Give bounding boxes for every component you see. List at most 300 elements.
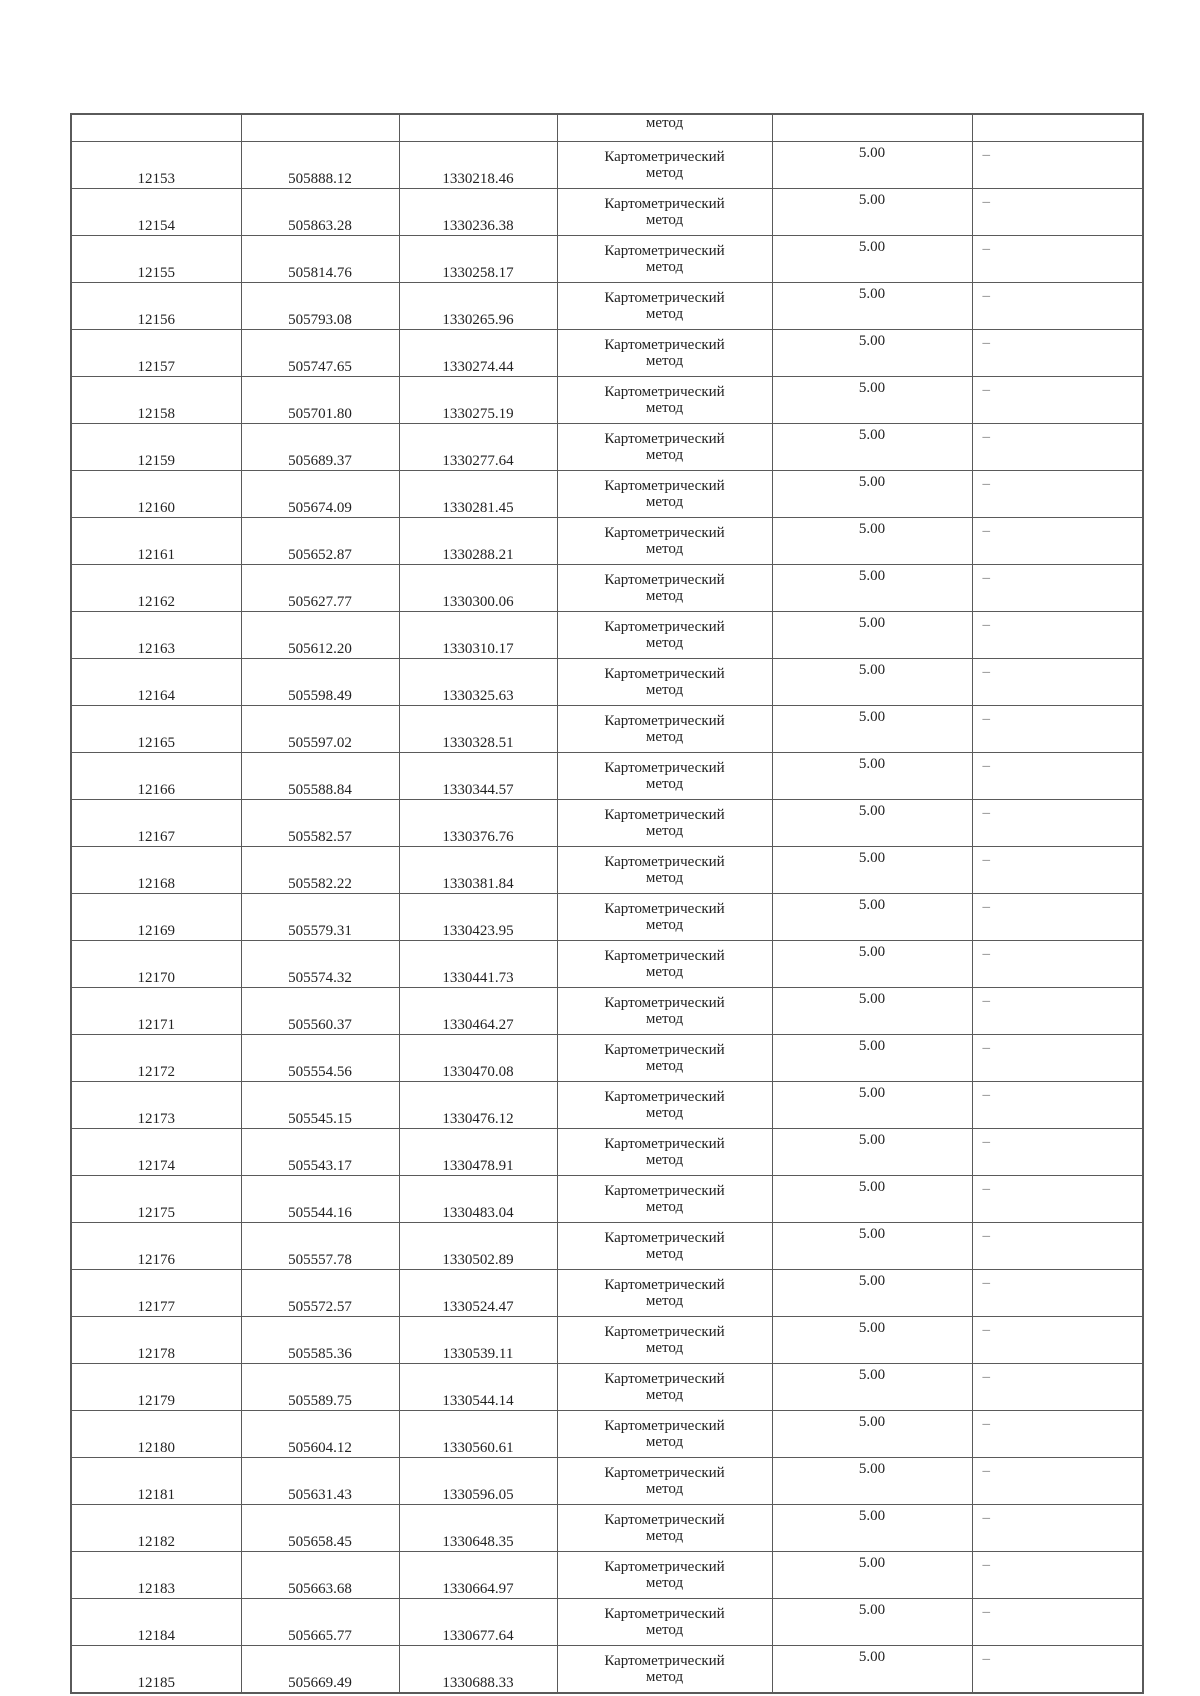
method-cell bbox=[557, 236, 772, 283]
table-row bbox=[71, 518, 1143, 565]
point-number-cell: 12155 bbox=[71, 236, 241, 283]
accuracy-cell: 5.00 bbox=[772, 753, 972, 800]
description-cell: – bbox=[972, 1505, 1143, 1552]
point-number-cell: 12163 bbox=[71, 612, 241, 659]
method-text-line2: метод bbox=[645, 1669, 684, 1685]
y-coordinate-cell: 1330288.21 bbox=[399, 518, 557, 565]
method-cell bbox=[557, 142, 772, 189]
method-text-line1: Картометрический bbox=[604, 1324, 725, 1340]
description-cell: – bbox=[972, 283, 1143, 330]
method-text-line1: Картометрический bbox=[604, 1653, 725, 1669]
table-row bbox=[71, 1458, 1143, 1505]
x-coordinate-cell: 505588.84 bbox=[241, 753, 399, 800]
method-text-line2: метод bbox=[645, 494, 684, 510]
x-coordinate-cell: 505674.09 bbox=[241, 471, 399, 518]
description-cell: – bbox=[972, 377, 1143, 424]
method-cell bbox=[557, 612, 772, 659]
method-cell bbox=[557, 1599, 772, 1646]
accuracy-cell: 5.00 bbox=[772, 800, 972, 847]
accuracy-cell: 5.00 bbox=[772, 988, 972, 1035]
method-text-line2: метод bbox=[645, 541, 684, 557]
description-cell: – bbox=[972, 1082, 1143, 1129]
table-row bbox=[71, 1223, 1143, 1270]
empty-cell bbox=[399, 114, 557, 142]
accuracy-cell: 5.00 bbox=[772, 847, 972, 894]
method-cell bbox=[557, 800, 772, 847]
accuracy-cell: 5.00 bbox=[772, 283, 972, 330]
description-cell: – bbox=[972, 471, 1143, 518]
method-text-line2: метод bbox=[645, 1058, 684, 1074]
x-coordinate-cell: 505554.56 bbox=[241, 1035, 399, 1082]
method-text-line2: метод bbox=[645, 1293, 684, 1309]
method-text-line1: Картометрический bbox=[604, 1512, 725, 1528]
table-row bbox=[71, 189, 1143, 236]
method-text-line2: метод bbox=[645, 1622, 684, 1638]
point-number-cell: 12158 bbox=[71, 377, 241, 424]
method-text-line1: Картометрический bbox=[604, 243, 725, 259]
accuracy-cell: 5.00 bbox=[772, 1552, 972, 1599]
x-coordinate-cell: 505544.16 bbox=[241, 1176, 399, 1223]
method-text-line2: метод bbox=[645, 1152, 684, 1168]
point-number-cell: 12179 bbox=[71, 1364, 241, 1411]
x-coordinate-cell: 505589.75 bbox=[241, 1364, 399, 1411]
table-row bbox=[71, 1505, 1143, 1552]
method-cell bbox=[557, 330, 772, 377]
table-row bbox=[71, 283, 1143, 330]
y-coordinate-cell: 1330560.61 bbox=[399, 1411, 557, 1458]
description-cell: – bbox=[972, 1035, 1143, 1082]
y-coordinate-cell: 1330677.64 bbox=[399, 1599, 557, 1646]
point-number-cell: 12166 bbox=[71, 753, 241, 800]
method-text-line1: Картометрический bbox=[604, 619, 725, 635]
method-text-line1: Картометрический bbox=[604, 1183, 725, 1199]
point-number-cell: 12183 bbox=[71, 1552, 241, 1599]
point-number-cell: 12164 bbox=[71, 659, 241, 706]
point-number-cell: 12157 bbox=[71, 330, 241, 377]
method-text-line2: метод bbox=[645, 1011, 684, 1027]
point-number-cell: 12172 bbox=[71, 1035, 241, 1082]
method-cell bbox=[557, 1646, 772, 1694]
y-coordinate-cell: 1330274.44 bbox=[399, 330, 557, 377]
description-cell: – bbox=[972, 236, 1143, 283]
point-number-cell: 12161 bbox=[71, 518, 241, 565]
description-cell: – bbox=[972, 941, 1143, 988]
y-coordinate-cell: 1330381.84 bbox=[399, 847, 557, 894]
description-cell: – bbox=[972, 753, 1143, 800]
x-coordinate-cell: 505627.77 bbox=[241, 565, 399, 612]
accuracy-cell: 5.00 bbox=[772, 1505, 972, 1552]
description-cell: – bbox=[972, 424, 1143, 471]
method-text-line2: метод bbox=[645, 729, 684, 745]
description-cell: – bbox=[972, 659, 1143, 706]
method-cell bbox=[557, 1458, 772, 1505]
description-cell: – bbox=[972, 330, 1143, 377]
y-coordinate-cell: 1330502.89 bbox=[399, 1223, 557, 1270]
method-cell bbox=[557, 894, 772, 941]
method-text-line2: метод bbox=[645, 635, 684, 651]
method-text-line2: метод bbox=[645, 964, 684, 980]
accuracy-cell: 5.00 bbox=[772, 659, 972, 706]
point-number-cell: 12184 bbox=[71, 1599, 241, 1646]
description-cell: – bbox=[972, 1411, 1143, 1458]
table-row bbox=[71, 1317, 1143, 1364]
description-cell: – bbox=[972, 1223, 1143, 1270]
method-cell bbox=[557, 471, 772, 518]
y-coordinate-cell: 1330478.91 bbox=[399, 1129, 557, 1176]
accuracy-cell: 5.00 bbox=[772, 1458, 972, 1505]
accuracy-cell: 5.00 bbox=[772, 424, 972, 471]
method-text-line2: метод bbox=[645, 588, 684, 604]
method-cell bbox=[557, 1082, 772, 1129]
method-text-line1: Картометрический bbox=[604, 1136, 725, 1152]
empty-cell bbox=[972, 114, 1143, 142]
x-coordinate-cell: 505669.49 bbox=[241, 1646, 399, 1694]
description-cell: – bbox=[972, 1129, 1143, 1176]
accuracy-cell: 5.00 bbox=[772, 1176, 972, 1223]
point-number-cell: 12154 bbox=[71, 189, 241, 236]
method-text-line2: метод bbox=[645, 1387, 684, 1403]
y-coordinate-cell: 1330325.63 bbox=[399, 659, 557, 706]
method-text-line1: Картометрический bbox=[604, 1418, 725, 1434]
y-coordinate-cell: 1330376.76 bbox=[399, 800, 557, 847]
description-cell: – bbox=[972, 1458, 1143, 1505]
method-cell bbox=[557, 1176, 772, 1223]
accuracy-cell: 5.00 bbox=[772, 236, 972, 283]
method-text-line2: метод bbox=[645, 400, 684, 416]
method-cell bbox=[557, 189, 772, 236]
description-cell: – bbox=[972, 189, 1143, 236]
point-number-cell: 12153 bbox=[71, 142, 241, 189]
method-text-line2: метод bbox=[645, 212, 684, 228]
method-cell bbox=[557, 1411, 772, 1458]
accuracy-cell: 5.00 bbox=[772, 1270, 972, 1317]
method-text-line1: Картометрический bbox=[604, 525, 725, 541]
method-text-line1: Картометрический bbox=[604, 337, 725, 353]
point-number-cell: 12173 bbox=[71, 1082, 241, 1129]
description-cell: – bbox=[972, 706, 1143, 753]
continued-row bbox=[71, 114, 1143, 142]
point-number-cell: 12162 bbox=[71, 565, 241, 612]
description-cell: – bbox=[972, 1646, 1143, 1694]
accuracy-cell: 5.00 bbox=[772, 1317, 972, 1364]
x-coordinate-cell: 505585.36 bbox=[241, 1317, 399, 1364]
method-cell bbox=[557, 847, 772, 894]
y-coordinate-cell: 1330648.35 bbox=[399, 1505, 557, 1552]
method-text-line1: Картометрический bbox=[604, 1371, 725, 1387]
method-cell bbox=[557, 424, 772, 471]
method-text-line2: метод bbox=[645, 682, 684, 698]
description-cell: – bbox=[972, 847, 1143, 894]
y-coordinate-cell: 1330218.46 bbox=[399, 142, 557, 189]
table-row bbox=[71, 1270, 1143, 1317]
y-coordinate-cell: 1330483.04 bbox=[399, 1176, 557, 1223]
point-number-cell: 12167 bbox=[71, 800, 241, 847]
x-coordinate-cell: 505701.80 bbox=[241, 377, 399, 424]
description-cell: – bbox=[972, 1317, 1143, 1364]
point-number-cell: 12168 bbox=[71, 847, 241, 894]
method-text-line1: Картометрический bbox=[604, 149, 725, 165]
method-text-line1: Картометрический bbox=[604, 1042, 725, 1058]
method-text-line2: метод bbox=[645, 1434, 684, 1450]
x-coordinate-cell: 505598.49 bbox=[241, 659, 399, 706]
method-cell bbox=[557, 1223, 772, 1270]
empty-cell bbox=[772, 114, 972, 142]
method-cell bbox=[557, 1129, 772, 1176]
accuracy-cell: 5.00 bbox=[772, 1223, 972, 1270]
method-text-line2: метод bbox=[645, 1105, 684, 1121]
y-coordinate-cell: 1330344.57 bbox=[399, 753, 557, 800]
method-text-line1: Картометрический bbox=[604, 807, 725, 823]
y-coordinate-cell: 1330688.33 bbox=[399, 1646, 557, 1694]
y-coordinate-cell: 1330236.38 bbox=[399, 189, 557, 236]
description-cell: – bbox=[972, 1176, 1143, 1223]
x-coordinate-cell: 505665.77 bbox=[241, 1599, 399, 1646]
x-coordinate-cell: 505597.02 bbox=[241, 706, 399, 753]
x-coordinate-cell: 505604.12 bbox=[241, 1411, 399, 1458]
y-coordinate-cell: 1330265.96 bbox=[399, 283, 557, 330]
x-coordinate-cell: 505612.20 bbox=[241, 612, 399, 659]
x-coordinate-cell: 505863.28 bbox=[241, 189, 399, 236]
table-row bbox=[71, 894, 1143, 941]
method-text-line1: Картометрический bbox=[604, 1230, 725, 1246]
method-text-line2: метод bbox=[645, 1199, 684, 1215]
method-cell bbox=[557, 1505, 772, 1552]
y-coordinate-cell: 1330539.11 bbox=[399, 1317, 557, 1364]
method-text-line2: метод bbox=[645, 165, 684, 181]
table-row bbox=[71, 236, 1143, 283]
method-cell bbox=[557, 377, 772, 424]
table-row bbox=[71, 1364, 1143, 1411]
table-row bbox=[71, 800, 1143, 847]
method-text-line1: Картометрический bbox=[604, 478, 725, 494]
point-number-cell: 12181 bbox=[71, 1458, 241, 1505]
description-cell: – bbox=[972, 800, 1143, 847]
description-cell: – bbox=[972, 894, 1143, 941]
method-text-line1: Картометрический bbox=[604, 666, 725, 682]
table-row bbox=[71, 1176, 1143, 1223]
point-number-cell: 12175 bbox=[71, 1176, 241, 1223]
accuracy-cell: 5.00 bbox=[772, 142, 972, 189]
method-cell bbox=[557, 114, 772, 142]
x-coordinate-cell: 505747.65 bbox=[241, 330, 399, 377]
accuracy-cell: 5.00 bbox=[772, 1035, 972, 1082]
table-row bbox=[71, 565, 1143, 612]
y-coordinate-cell: 1330310.17 bbox=[399, 612, 557, 659]
table-row bbox=[71, 377, 1143, 424]
point-number-cell: 12185 bbox=[71, 1646, 241, 1694]
y-coordinate-cell: 1330664.97 bbox=[399, 1552, 557, 1599]
description-cell: – bbox=[972, 1364, 1143, 1411]
method-text-line1: Картометрический bbox=[604, 431, 725, 447]
point-number-cell: 12169 bbox=[71, 894, 241, 941]
x-coordinate-cell: 505814.76 bbox=[241, 236, 399, 283]
y-coordinate-cell: 1330524.47 bbox=[399, 1270, 557, 1317]
method-text-line1: Картометрический bbox=[604, 713, 725, 729]
y-coordinate-cell: 1330596.05 bbox=[399, 1458, 557, 1505]
accuracy-cell: 5.00 bbox=[772, 330, 972, 377]
y-coordinate-cell: 1330258.17 bbox=[399, 236, 557, 283]
table-row bbox=[71, 1411, 1143, 1458]
description-cell: – bbox=[972, 1270, 1143, 1317]
accuracy-cell: 5.00 bbox=[772, 518, 972, 565]
x-coordinate-cell: 505557.78 bbox=[241, 1223, 399, 1270]
method-cell bbox=[557, 1364, 772, 1411]
table-row bbox=[71, 330, 1143, 377]
table-row bbox=[71, 988, 1143, 1035]
table-row bbox=[71, 471, 1143, 518]
method-text-line1: Картометрический bbox=[604, 1606, 725, 1622]
point-number-cell: 12178 bbox=[71, 1317, 241, 1364]
method-cell bbox=[557, 283, 772, 330]
y-coordinate-cell: 1330464.27 bbox=[399, 988, 557, 1035]
accuracy-cell: 5.00 bbox=[772, 189, 972, 236]
point-number-cell: 12165 bbox=[71, 706, 241, 753]
x-coordinate-cell: 505631.43 bbox=[241, 1458, 399, 1505]
accuracy-cell: 5.00 bbox=[772, 612, 972, 659]
method-text-line1: Картометрический bbox=[604, 1089, 725, 1105]
x-coordinate-cell: 505545.15 bbox=[241, 1082, 399, 1129]
method-cell bbox=[557, 1317, 772, 1364]
point-number-cell: 12171 bbox=[71, 988, 241, 1035]
method-text-line2: метод bbox=[645, 1246, 684, 1262]
y-coordinate-cell: 1330277.64 bbox=[399, 424, 557, 471]
x-coordinate-cell: 505793.08 bbox=[241, 283, 399, 330]
method-text-line2: метод bbox=[645, 447, 684, 463]
x-coordinate-cell: 505574.32 bbox=[241, 941, 399, 988]
empty-cell bbox=[71, 114, 241, 142]
table-row bbox=[71, 753, 1143, 800]
accuracy-cell: 5.00 bbox=[772, 1082, 972, 1129]
y-coordinate-cell: 1330544.14 bbox=[399, 1364, 557, 1411]
x-coordinate-cell: 505663.68 bbox=[241, 1552, 399, 1599]
accuracy-cell: 5.00 bbox=[772, 1411, 972, 1458]
y-coordinate-cell: 1330441.73 bbox=[399, 941, 557, 988]
x-coordinate-cell: 505888.12 bbox=[241, 142, 399, 189]
method-text-line2: метод bbox=[645, 259, 684, 275]
x-coordinate-cell: 505652.87 bbox=[241, 518, 399, 565]
method-text-line1: Картометрический bbox=[604, 760, 725, 776]
table-row bbox=[71, 1599, 1143, 1646]
point-number-cell: 12170 bbox=[71, 941, 241, 988]
method-text-line2: метод bbox=[645, 1481, 684, 1497]
method-text-line1: Картометрический bbox=[604, 948, 725, 964]
method-text-line2: метод bbox=[645, 353, 684, 369]
table-row bbox=[71, 1552, 1143, 1599]
x-coordinate-cell: 505582.22 bbox=[241, 847, 399, 894]
method-text-line1: Картометрический bbox=[604, 854, 725, 870]
description-cell: – bbox=[972, 518, 1143, 565]
y-coordinate-cell: 1330275.19 bbox=[399, 377, 557, 424]
method-text-line2: метод bbox=[645, 776, 684, 792]
method-text-line2: метод bbox=[645, 870, 684, 886]
method-text-line1: Картометрический bbox=[604, 901, 725, 917]
table-row bbox=[71, 1646, 1143, 1694]
method-text-line2: метод bbox=[645, 917, 684, 933]
point-number-cell: 12182 bbox=[71, 1505, 241, 1552]
description-cell: – bbox=[972, 612, 1143, 659]
table-row bbox=[71, 424, 1143, 471]
point-number-cell: 12160 bbox=[71, 471, 241, 518]
method-cell bbox=[557, 988, 772, 1035]
accuracy-cell: 5.00 bbox=[772, 1599, 972, 1646]
method-cell bbox=[557, 706, 772, 753]
accuracy-cell: 5.00 bbox=[772, 706, 972, 753]
table-row bbox=[71, 1082, 1143, 1129]
table-row bbox=[71, 706, 1143, 753]
accuracy-cell: 5.00 bbox=[772, 1129, 972, 1176]
point-number-cell: 12159 bbox=[71, 424, 241, 471]
x-coordinate-cell: 505579.31 bbox=[241, 894, 399, 941]
x-coordinate-cell: 505689.37 bbox=[241, 424, 399, 471]
point-number-cell: 12176 bbox=[71, 1223, 241, 1270]
method-text-line1: Картометрический bbox=[604, 196, 725, 212]
table-row bbox=[71, 142, 1143, 189]
x-coordinate-cell: 505572.57 bbox=[241, 1270, 399, 1317]
accuracy-cell: 5.00 bbox=[772, 565, 972, 612]
description-cell: – bbox=[972, 565, 1143, 612]
method-text-line2: метод bbox=[645, 1575, 684, 1591]
method-cell bbox=[557, 753, 772, 800]
accuracy-cell: 5.00 bbox=[772, 894, 972, 941]
accuracy-cell: 5.00 bbox=[772, 1646, 972, 1694]
method-text-line1: Картометрический bbox=[604, 384, 725, 400]
coordinates-table bbox=[70, 113, 1144, 1694]
method-text-line2: метод bbox=[645, 823, 684, 839]
method-text-line1: Картометрический bbox=[604, 995, 725, 1011]
x-coordinate-cell: 505560.37 bbox=[241, 988, 399, 1035]
y-coordinate-cell: 1330423.95 bbox=[399, 894, 557, 941]
description-cell: – bbox=[972, 142, 1143, 189]
table-row bbox=[71, 1129, 1143, 1176]
y-coordinate-cell: 1330470.08 bbox=[399, 1035, 557, 1082]
accuracy-cell: 5.00 bbox=[772, 377, 972, 424]
method-text-line2: метод bbox=[645, 115, 684, 131]
method-cell bbox=[557, 1552, 772, 1599]
method-text-line1: Картометрический bbox=[604, 1559, 725, 1575]
method-text-line2: метод bbox=[645, 1340, 684, 1356]
accuracy-cell: 5.00 bbox=[772, 471, 972, 518]
method-text-line2: метод bbox=[645, 1528, 684, 1544]
description-cell: – bbox=[972, 988, 1143, 1035]
method-text-line1: Картометрический bbox=[604, 572, 725, 588]
point-number-cell: 12180 bbox=[71, 1411, 241, 1458]
y-coordinate-cell: 1330476.12 bbox=[399, 1082, 557, 1129]
description-cell: – bbox=[972, 1599, 1143, 1646]
method-cell bbox=[557, 1270, 772, 1317]
method-cell bbox=[557, 659, 772, 706]
table-body bbox=[71, 114, 1143, 1693]
table-row bbox=[71, 659, 1143, 706]
y-coordinate-cell: 1330300.06 bbox=[399, 565, 557, 612]
accuracy-cell: 5.00 bbox=[772, 941, 972, 988]
x-coordinate-cell: 505543.17 bbox=[241, 1129, 399, 1176]
table-row bbox=[71, 1035, 1143, 1082]
method-text-line1: Картометрический bbox=[604, 290, 725, 306]
table-row bbox=[71, 612, 1143, 659]
accuracy-cell: 5.00 bbox=[772, 1364, 972, 1411]
table-row bbox=[71, 847, 1143, 894]
method-cell bbox=[557, 941, 772, 988]
point-number-cell: 12174 bbox=[71, 1129, 241, 1176]
method-text-line1: Картометрический bbox=[604, 1277, 725, 1293]
y-coordinate-cell: 1330328.51 bbox=[399, 706, 557, 753]
point-number-cell: 12177 bbox=[71, 1270, 241, 1317]
method-cell bbox=[557, 518, 772, 565]
method-cell bbox=[557, 1035, 772, 1082]
point-number-cell: 12156 bbox=[71, 283, 241, 330]
x-coordinate-cell: 505658.45 bbox=[241, 1505, 399, 1552]
table-row bbox=[71, 941, 1143, 988]
